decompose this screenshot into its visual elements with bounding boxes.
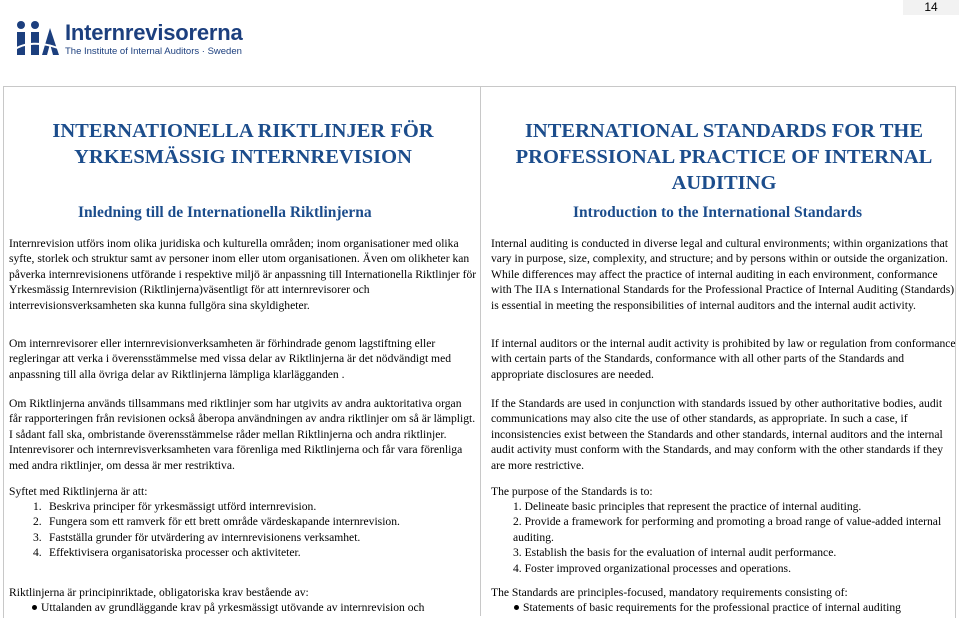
english-column [491, 87, 957, 614]
list-item: 4. Foster improved organizational processes and operations. [513, 561, 791, 575]
list-item: 2. Provide a framework for performing and promoting a broad range of value-added internal auditing. [513, 515, 942, 544]
bullet-icon [514, 605, 519, 610]
list-item: 1. Delineate basic principles that represent the practice of internal auditing. [513, 500, 862, 513]
swedish-paragraph-1: Internrevision utförs inom olika juridiska och kulturella områden; inom organisationer med olika syfte, storlek och struktur samt av personer inom eller utom organisationen. Även om olikheter kan påverka internrevisionens utförande i respektive miljö är anpassning till Internationella Riktlinjer för Yrkesmässig Internrevision (Riktlinjerna)väsentligt för att internrevisorer och interrevisionsverksamheten ska kunna fullgöra sina skyldigheter. [9, 237, 477, 312]
iia-logo-mark-icon [12, 20, 60, 56]
english-paragraph-1: Internal auditing is conducted in diverse legal and cultural environments; within organizations that vary in purpose, size, complexity, and structure; and by persons within or outside the organization. While differences may affect the practice of internal auditing in each environment, conformance with The IIA s International Standards for the Professional Practice of Internal Auditing (Standards) is essential in meeting the responsibilities of internal auditors and the internal audit activity. [491, 237, 955, 312]
swedish-paragraph-3: Om Riktlinjerna används tillsammans med riktlinjer som har utgivits av andra auktoritativa organ får rapporteringen från revisionen också åberopa användningen av andra riktlinjer om så är lämpligt. I sådant fall ska, ombristande överensstämmelse råder mellan Riktlinjerna och andra riktlinjer. Intenrevisorer och internrevisverksamheten vara förenliga med Riktlinjerna och får vara förenliga med andra riktlinjer, om dessa är mer restriktiva. [9, 397, 476, 472]
swedish-title: INTERNATIONELLA RIKTLINJER FÖR YRKESMÄSSIG INTERNREVISION [52, 120, 434, 168]
page-number: 14 [903, 0, 959, 15]
bullet-icon [32, 605, 37, 610]
english-purpose-intro: The purpose of the Standards is to: [491, 485, 653, 498]
swedish-subtitle: Inledning till de Internationella Riktlinjerna [78, 204, 372, 221]
swedish-bullet-item: Uttalanden av grundläggande krav på yrkesmässigt utövande av internrevision och [9, 600, 477, 615]
list-item: 1. Beskriva principer för yrkesmässigt utförd internrevision. [33, 500, 317, 513]
logo [12, 20, 243, 56]
swedish-principles-intro: Riktlinjerna är principinriktade, obligatoriska krav bestående av: [9, 586, 309, 599]
list-item: 2. Fungera som ett ramverk för ett brett område värdeskapande internrevision. [33, 515, 400, 529]
english-purpose-list [491, 499, 957, 576]
english-principles-intro: The Standards are principles-focused, mandatory requirements consisting of: [491, 586, 848, 599]
column-divider [480, 86, 481, 616]
list-item: 3. Fastställa grunder för utvärdering av internrevisionens verksamhet. [33, 530, 361, 544]
list-item: 4. Effektivisera organisatoriska processer och aktiviteter. [33, 546, 301, 560]
swedish-column [9, 87, 477, 614]
list-item: 3. Establish the basis for the evaluation of internal audit performance. [513, 546, 837, 560]
swedish-purpose-intro: Syftet med Riktlinjerna är att: [9, 485, 148, 498]
english-paragraph-2: If internal auditors or the internal audit activity is prohibited by law or regulation from conformance with certain parts of the Standards, conformance with all other parts of the Standards and appropriate disclosures are needed. [491, 337, 956, 381]
english-title: INTERNATIONAL STANDARDS FOR THE PROFESSIONAL PRACTICE OF INTERNAL AUDITING [515, 120, 933, 194]
logo-tagline: The Institute of Internal Auditors · Sweden [65, 45, 242, 57]
swedish-purpose-list [9, 499, 477, 561]
swedish-paragraph-2: Om internrevisorer eller internrevisionverksamheten är förhindrade genom lagstiftning eller regleringar att verka i överensstämmelse med vissa delar av Riktlinjerna är det nödvändigt med anpassning till alla övriga delar av Riktlinjerna lämpliga klarlägganden . [9, 337, 452, 381]
english-paragraph-3: If the Standards are used in conjunction with standards issued by other authoritative bodies, audit communications may also cite the use of other standards, as appropriate. In such a case, if inconsistencies exist between the Standards and other standards, internal auditors and the internal audit activity must conform with the Standards, and may conform with the other standards if they are more restrictive. [491, 397, 944, 472]
english-subtitle: Introduction to the International Standards [573, 204, 863, 221]
english-bullet-item: Statements of basic requirements for the professional practice of internal auditing [491, 600, 957, 615]
logo-name: Internrevisorerna [65, 19, 243, 45]
